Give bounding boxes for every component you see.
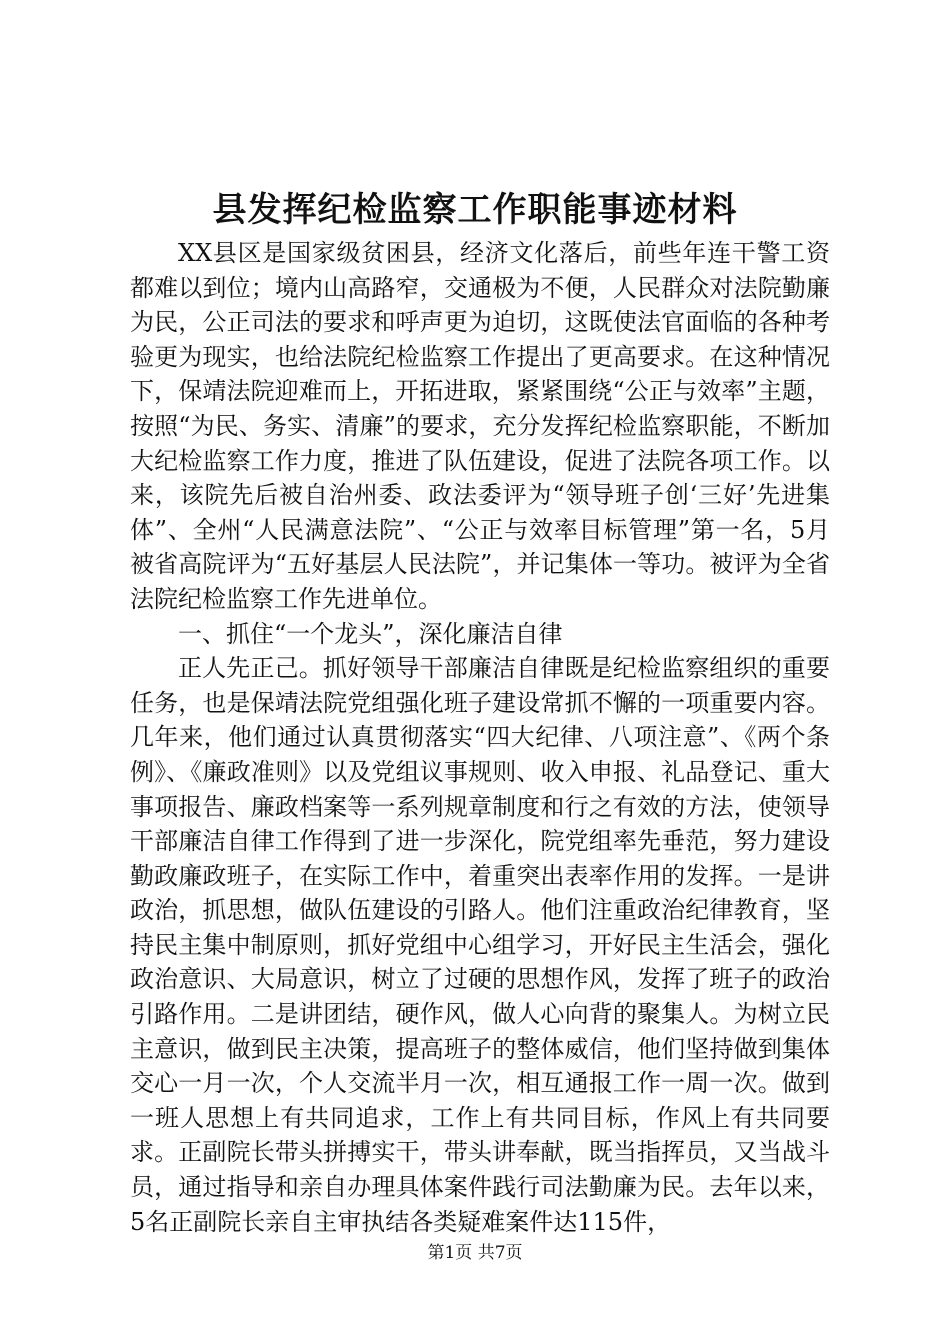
section-paragraph: 正人先正己。抓好领导干部廉洁自律既是纪检监察组织的重要任务，也是保靖法院党组强化班子建设常抓不懈的一项重要内容。几年来，他们通过认真贯彻落实“四大纪律、八项注意”、《两个条例》、《廉政准则》以及党组议事规则、收入申报、礼品登记、重大事项报告、廉政档案等一系列规章制度和行之有效的方法，使领导干部廉洁自律工作得到了进一步深化，院党组率先垂范，努力建设勤政廉政班子，在实际工作中，着重突出表率作用的发挥。一是讲政治，抓思想，做队伍建设的引路人。他们注重政治纪律教育，坚持民主集中制原则，抓好党组中心组学习，开好民主生活会，强化政治意识、大局意识，树立了过硬的思想作风，发挥了班子的政治引路作用。二是讲团结，硬作风，做人心向背的聚集人。为树立民主意识，做到民主决策，提高班子的整体威信，他们坚持做到集体交心一月一次，个人交流半月一次，相互通报工作一周一次。做到一班人思想上有共同追求，工作上有共同目标，作风上有共同要求。正副院长带头拼搏实干，带头讲奉献，既当指挥员，又当战斗员，通过指导和亲自办理具体案件践行司法勤廉为民。去年以来，5名正副院长亲自主审执结各类疑难案件达115件，	[130, 654, 830, 1236]
section-heading: 一、抓住“一个龙头”，深化廉洁自律	[178, 619, 563, 648]
document-title: 县发挥纪检监察工作职能事迹材料	[212, 190, 738, 230]
document-body	[130, 236, 830, 1239]
page-footer: 第1页 共7页	[427, 1243, 523, 1263]
intro-paragraph: XX县区是国家级贫困县，经济文化落后，前些年连干警工资都难以到位；境内山高路窄，交通极为不便，人民群众对法院勤廉为民，公正司法的要求和呼声更为迫切，这既使法官面临的各种考验更为现实，也给法院纪检监察工作提出了更高要求。在这种情况下，保靖法院迎难而上，开拓进取，紧紧围绕“公正与效率”主题，按照“为民、务实、清廉”的要求，充分发挥纪检监察职能，不断加大纪检监察工作力度，推进了队伍建设，促进了法院各项工作。以来，该院先后被自治州委、政法委评为“领导班子创‘三好’先进集体”、全州“人民满意法院”、“公正与效率目标管理”第一名，5月被省高院评为“五好基层人民法院”，并记集体一等功。被评为全省法院纪检监察工作先进单位。	[130, 239, 830, 613]
